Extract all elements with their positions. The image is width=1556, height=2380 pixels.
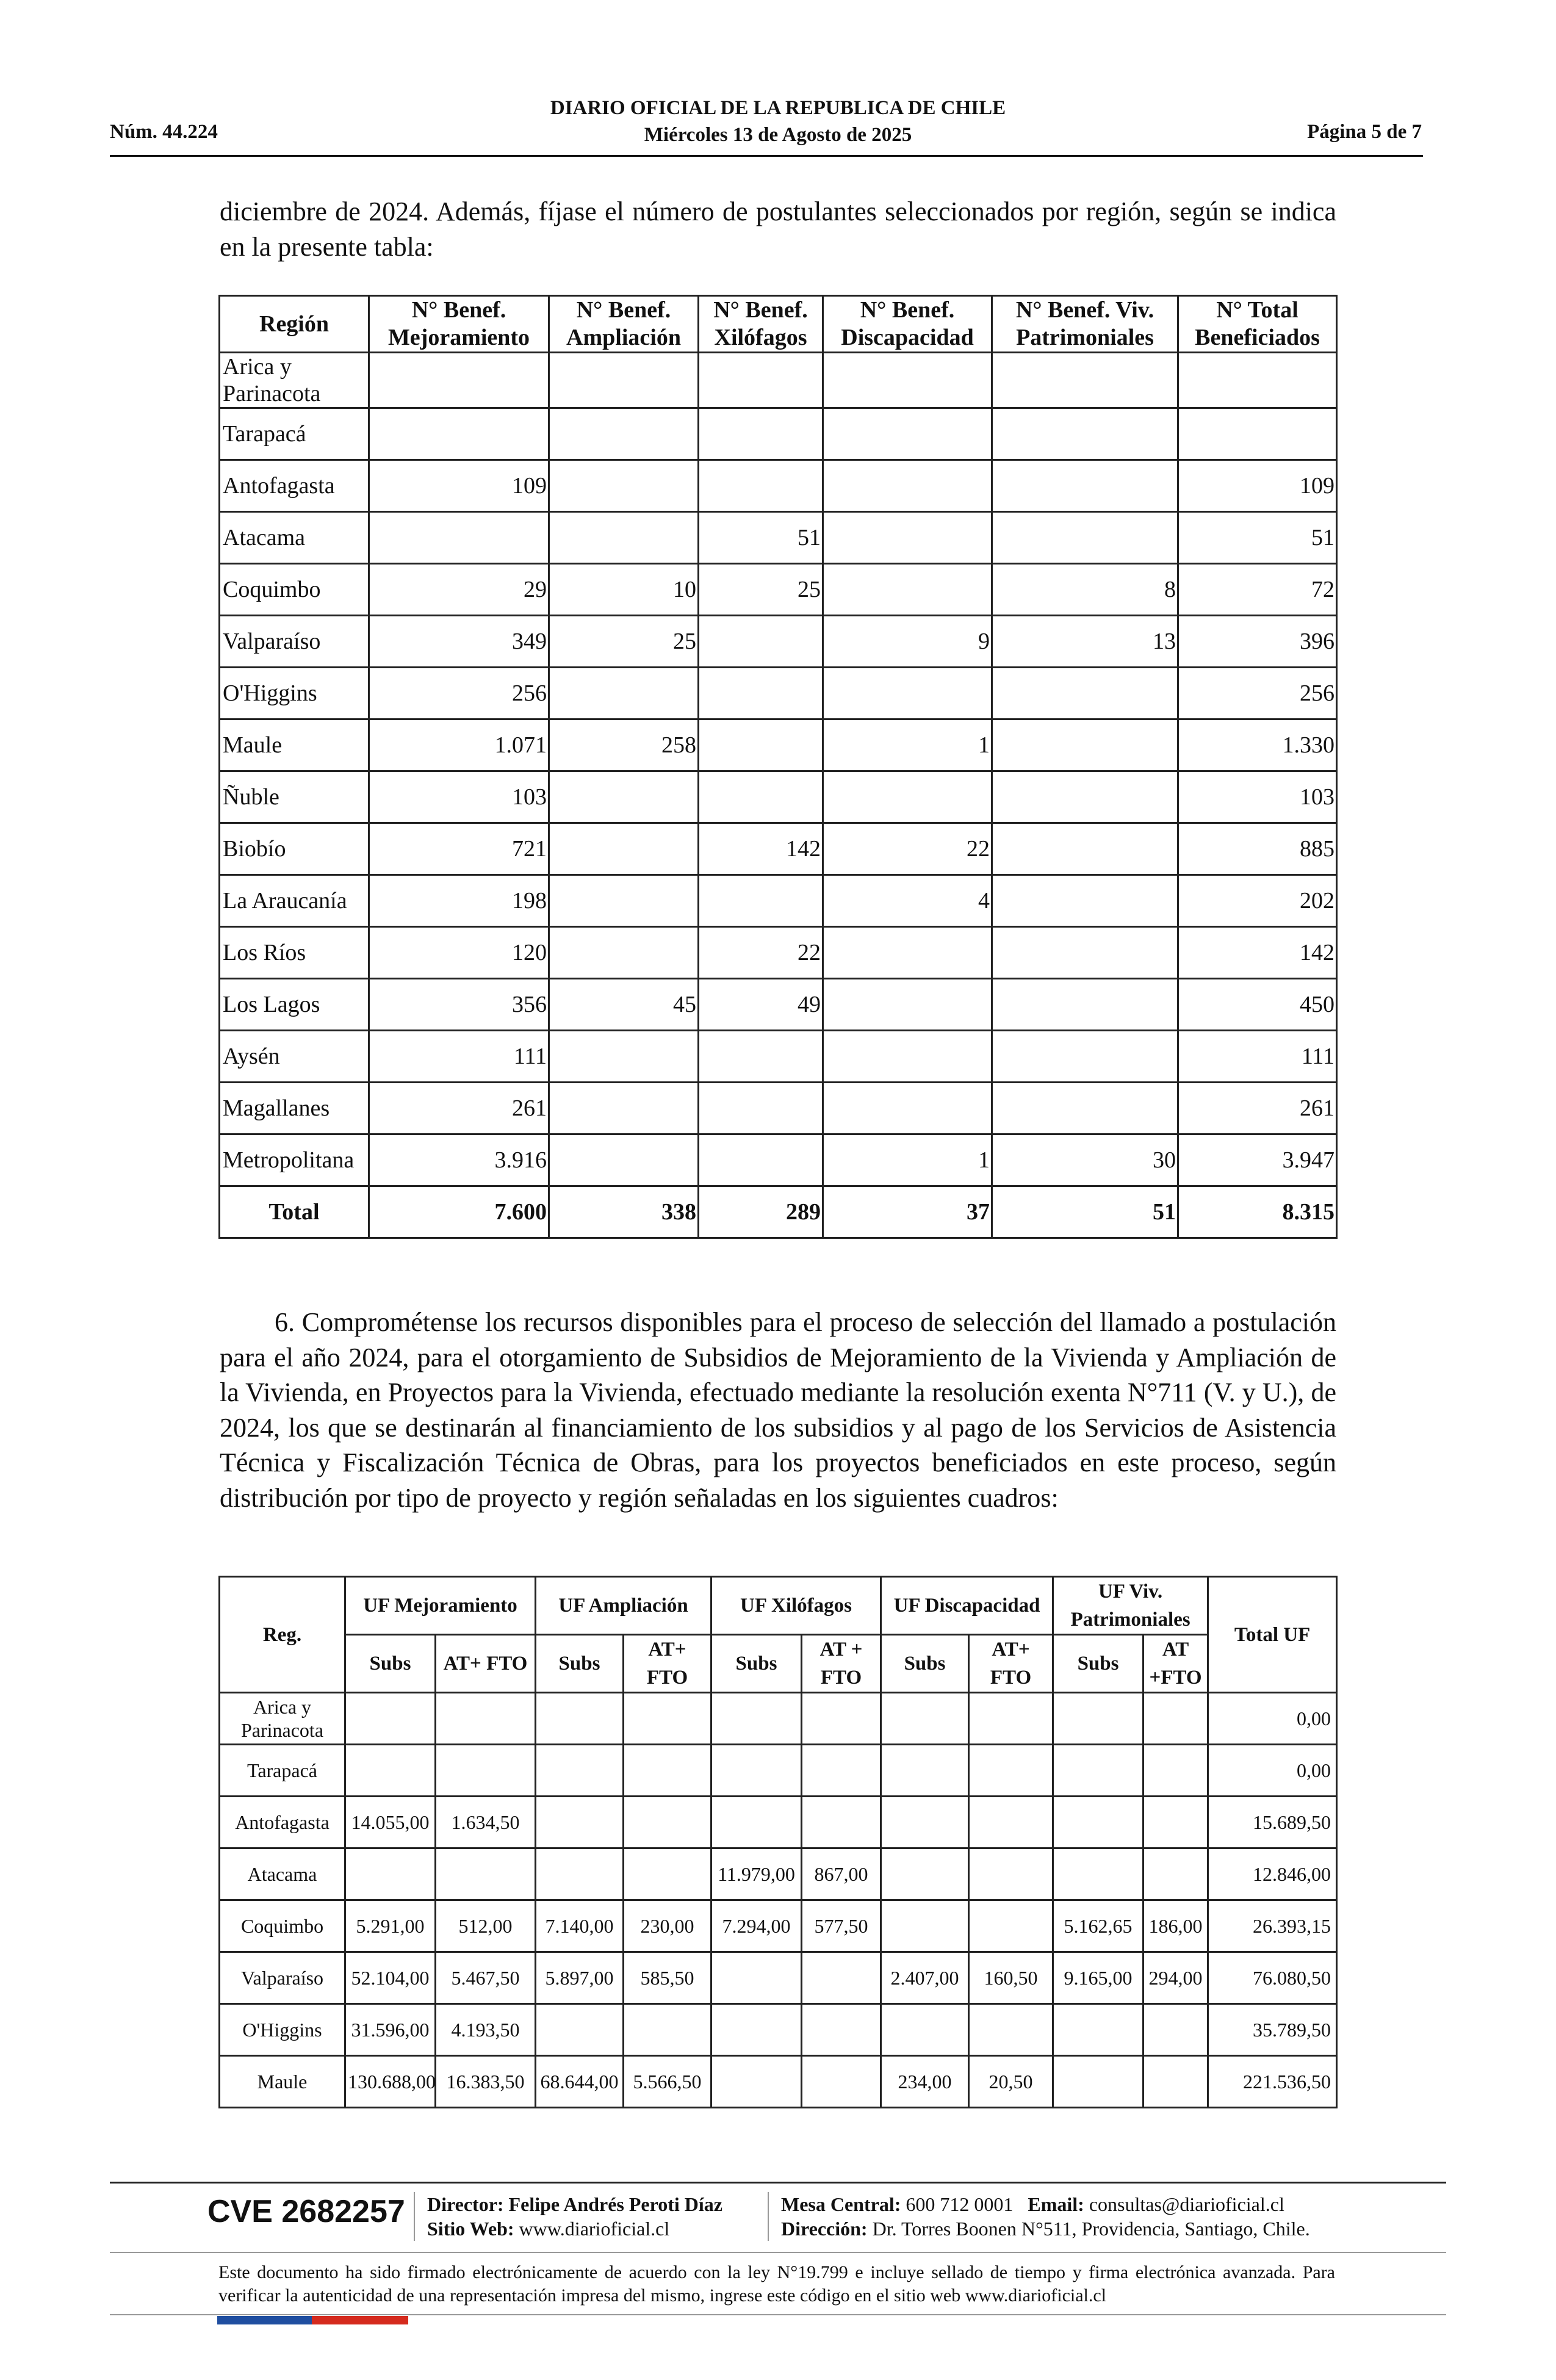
region-cell: Coquimbo (220, 564, 369, 616)
value-cell: 14.055,00 (345, 1797, 436, 1848)
table-row (220, 1952, 1337, 2004)
value-cell: 867,00 (802, 1848, 881, 1900)
value-cell (536, 2004, 624, 2056)
footer-divider (110, 2182, 1446, 2183)
value-cell (549, 512, 699, 564)
value-cell (369, 408, 549, 460)
value-cell: 68.644,00 (536, 2056, 624, 2108)
col-header-at-fto: AT+ FTO (624, 1635, 711, 1693)
value-cell (1144, 1848, 1208, 1900)
value-cell (992, 979, 1178, 1031)
region-cell: Arica y Parinacota (220, 1693, 345, 1745)
table-row (220, 353, 1337, 408)
value-cell (992, 512, 1178, 564)
value-cell (823, 1083, 992, 1134)
value-cell (711, 2004, 802, 2056)
region-cell: Magallanes (220, 1083, 369, 1134)
value-cell: 1.634,50 (436, 1797, 536, 1848)
col-header-total-uf: Total UF (1208, 1577, 1337, 1693)
value-cell: 585,50 (624, 1952, 711, 2004)
table-row (220, 668, 1337, 719)
value-cell (802, 2004, 881, 2056)
value-cell (549, 408, 699, 460)
value-cell: 130.688,00 (345, 2056, 436, 2108)
footer-director-block (427, 2192, 722, 2241)
value-cell: 142 (1178, 927, 1337, 979)
value-cell: 37 (823, 1186, 992, 1238)
value-cell: 8.315 (1178, 1186, 1337, 1238)
value-cell: 721 (369, 823, 549, 875)
value-cell: 51 (699, 512, 823, 564)
value-cell: 103 (1178, 771, 1337, 823)
value-cell (881, 1745, 969, 1797)
value-cell (549, 1083, 699, 1134)
value-cell: 198 (369, 875, 549, 927)
mesa-label: Mesa Central: (781, 2193, 901, 2215)
footer-divider (110, 2252, 1446, 2253)
value-cell: 5.291,00 (345, 1900, 436, 1952)
total-cell: 26.393,15 (1208, 1900, 1337, 1952)
col-header-at-fto: AT +FTO (1144, 1635, 1208, 1693)
value-cell: 5.467,50 (436, 1952, 536, 2004)
table-row (220, 2056, 1337, 2108)
website-label: Sitio Web: (427, 2218, 514, 2240)
intro-paragraph: diciembre de 2024. Además, fíjase el número de postulantes seleccionados por región, según se indica en la presente tabla: (220, 197, 1336, 262)
value-cell (823, 1031, 992, 1083)
region-cell: Atacama (220, 1848, 345, 1900)
region-cell: Tarapacá (220, 408, 369, 460)
table-row (220, 1848, 1337, 1900)
value-cell (345, 1848, 436, 1900)
value-cell (699, 875, 823, 927)
value-cell: 160,50 (969, 1952, 1053, 2004)
value-cell: 9.165,00 (1053, 1952, 1144, 2004)
value-cell (624, 1848, 711, 1900)
value-cell (969, 1693, 1053, 1745)
value-cell: 109 (369, 460, 549, 512)
value-cell: 349 (369, 616, 549, 668)
value-cell: 51 (992, 1186, 1178, 1238)
value-cell: 3.947 (1178, 1134, 1337, 1186)
value-cell (549, 927, 699, 979)
value-cell (823, 408, 992, 460)
value-cell: 396 (1178, 616, 1337, 668)
value-cell: 1.330 (1178, 719, 1337, 771)
table-row (220, 771, 1337, 823)
value-cell (1053, 1693, 1144, 1745)
value-cell: 3.916 (369, 1134, 549, 1186)
table-row (220, 1134, 1337, 1186)
region-cell: Valparaíso (220, 1952, 345, 2004)
value-cell (699, 668, 823, 719)
value-cell: 8 (992, 564, 1178, 616)
value-cell: 16.383,50 (436, 2056, 536, 2108)
total-cell: 76.080,50 (1208, 1952, 1337, 2004)
value-cell (699, 719, 823, 771)
region-cell: Total (220, 1186, 369, 1238)
value-cell (436, 1745, 536, 1797)
value-cell (549, 875, 699, 927)
value-cell (345, 1693, 436, 1745)
value-cell: 256 (1178, 668, 1337, 719)
value-cell (369, 512, 549, 564)
page-number: Página 5 de 7 (1307, 121, 1422, 143)
value-cell (1144, 2004, 1208, 2056)
value-cell: 5.566,50 (624, 2056, 711, 2108)
value-cell: 7.140,00 (536, 1900, 624, 1952)
value-cell (802, 2056, 881, 2108)
value-cell (992, 823, 1178, 875)
col-header-subs: Subs (711, 1635, 802, 1693)
value-cell: 256 (369, 668, 549, 719)
table-row (220, 875, 1337, 927)
region-cell: Maule (220, 719, 369, 771)
value-cell (345, 1745, 436, 1797)
value-cell (802, 1952, 881, 2004)
table-subheader-row (220, 1635, 1337, 1693)
value-cell (1144, 1745, 1208, 1797)
col-header-uf-ampliacion: UF Ampliación (536, 1577, 711, 1635)
value-cell (992, 460, 1178, 512)
region-cell: Antofagasta (220, 460, 369, 512)
col-header-at-fto: AT + FTO (802, 1635, 881, 1693)
value-cell: 11.979,00 (711, 1848, 802, 1900)
value-cell (992, 1031, 1178, 1083)
signature-notice: Este documento ha sido firmado electrónicamente de acuerdo con la ley N°19.799 e incluye sellado de tiempo y firma electrónica avanzada. Para verificar la autenticidad de una representación impresa del mismo, ingrese este código en el sitio web www.diarioficial.cl (218, 2262, 1335, 2306)
value-cell (699, 408, 823, 460)
value-cell (1053, 2056, 1144, 2108)
value-cell (969, 1900, 1053, 1952)
value-cell: 45 (549, 979, 699, 1031)
value-cell: 49 (699, 979, 823, 1031)
table-row (220, 1900, 1337, 1952)
region-cell: Maule (220, 2056, 345, 2108)
value-cell (549, 1134, 699, 1186)
value-cell: 5.162,65 (1053, 1900, 1144, 1952)
table-row (220, 460, 1337, 512)
value-cell: 142 (699, 823, 823, 875)
value-cell: 111 (1178, 1031, 1337, 1083)
value-cell (1144, 1693, 1208, 1745)
table-row (220, 564, 1337, 616)
director-name: Felipe Andrés Peroti Díaz (508, 2193, 722, 2215)
value-cell: 4 (823, 875, 992, 927)
value-cell: 25 (699, 564, 823, 616)
value-cell (1178, 408, 1337, 460)
value-cell (711, 1693, 802, 1745)
value-cell: 1 (823, 1134, 992, 1186)
value-cell (992, 719, 1178, 771)
region-cell: Aysén (220, 1031, 369, 1083)
value-cell (823, 771, 992, 823)
footer-separator (768, 2192, 769, 2241)
value-cell: 5.897,00 (536, 1952, 624, 2004)
value-cell (699, 771, 823, 823)
value-cell (1053, 1797, 1144, 1848)
address-label: Dirección: (781, 2218, 868, 2240)
value-cell (992, 875, 1178, 927)
region-cell: Tarapacá (220, 1745, 345, 1797)
value-cell (549, 771, 699, 823)
section-6-paragraph: 6. Comprométense los recursos disponibles para el proceso de selección del llamado a postulación para el año 2024, para el otorgamiento de Subsidios de Mejoramiento de la Vivienda y Ampliación de la Vivienda, en Proyectos para la Vivienda, efectuado mediante la resolución exenta N°711 (V. y U.), de 2024, los que se destinarán al financiamiento de los subsidios y al pago de los Servicios de Asistencia Técnica y Fiscalización Técnica de Obras, para los proyectos beneficiados en este proceso, según distribución por tipo de proyecto y región señaladas en los siguientes cuadros: (220, 1307, 1336, 1513)
value-cell: 52.104,00 (345, 1952, 436, 2004)
value-cell (823, 353, 992, 408)
value-cell (992, 408, 1178, 460)
cve-code: CVE 2682257 (207, 2194, 405, 2229)
table-row (220, 823, 1337, 875)
col-header-mejoramiento: N° Benef. Mejoramiento (369, 296, 549, 353)
total-row (220, 1186, 1337, 1238)
table-row (220, 979, 1337, 1031)
value-cell (624, 1693, 711, 1745)
value-cell: 2.407,00 (881, 1952, 969, 2004)
value-cell (823, 564, 992, 616)
value-cell (1053, 1848, 1144, 1900)
flag-stripe-red (312, 2316, 408, 2324)
beneficiaries-table (218, 295, 1338, 1239)
email-label: Email: (1028, 2193, 1084, 2215)
region-cell: O'Higgins (220, 2004, 345, 2056)
table-row (220, 616, 1337, 668)
value-cell: 29 (369, 564, 549, 616)
flag-stripe-blue (217, 2316, 312, 2324)
value-cell (549, 668, 699, 719)
value-cell (969, 1797, 1053, 1848)
value-cell: 186,00 (1144, 1900, 1208, 1952)
value-cell (624, 1797, 711, 1848)
total-cell: 15.689,50 (1208, 1797, 1337, 1848)
value-cell (699, 1031, 823, 1083)
value-cell (1144, 1797, 1208, 1848)
value-cell (1053, 2004, 1144, 2056)
value-cell (699, 1134, 823, 1186)
col-header-at-fto: AT+ FTO (436, 1635, 536, 1693)
mesa-phone: 600 712 0001 (906, 2193, 1014, 2215)
value-cell (699, 616, 823, 668)
value-cell: 25 (549, 616, 699, 668)
value-cell (699, 460, 823, 512)
value-cell (536, 1797, 624, 1848)
region-cell: Atacama (220, 512, 369, 564)
value-cell (369, 353, 549, 408)
value-cell (992, 927, 1178, 979)
value-cell (1053, 1745, 1144, 1797)
region-cell: O'Higgins (220, 668, 369, 719)
table-row (220, 1693, 1337, 1745)
footer-divider (110, 2314, 1446, 2315)
value-cell (536, 1693, 624, 1745)
table-row (220, 719, 1337, 771)
value-cell: 1 (823, 719, 992, 771)
table-header-row (220, 1577, 1337, 1635)
value-cell (549, 353, 699, 408)
value-cell (536, 1745, 624, 1797)
value-cell (436, 1848, 536, 1900)
value-cell: 450 (1178, 979, 1337, 1031)
table-row (220, 1083, 1337, 1134)
value-cell (711, 1952, 802, 2004)
value-cell (823, 979, 992, 1031)
value-cell (549, 460, 699, 512)
value-cell (823, 927, 992, 979)
director-label: Director: (427, 2193, 504, 2215)
value-cell: 72 (1178, 564, 1337, 616)
value-cell: 51 (1178, 512, 1337, 564)
value-cell (881, 1693, 969, 1745)
value-cell (802, 1745, 881, 1797)
col-header-region: Región (220, 296, 369, 353)
value-cell (699, 1083, 823, 1134)
value-cell: 7.294,00 (711, 1900, 802, 1952)
region-cell: Biobío (220, 823, 369, 875)
value-cell: 103 (369, 771, 549, 823)
total-cell: 0,00 (1208, 1745, 1337, 1797)
value-cell (624, 1745, 711, 1797)
value-cell: 30 (992, 1134, 1178, 1186)
value-cell (823, 668, 992, 719)
table-row (220, 2004, 1337, 2056)
value-cell: 512,00 (436, 1900, 536, 1952)
value-cell: 7.600 (369, 1186, 549, 1238)
col-header-uf-discapacidad: UF Discapacidad (881, 1577, 1053, 1635)
table-row (220, 927, 1337, 979)
value-cell (624, 2004, 711, 2056)
value-cell: 577,50 (802, 1900, 881, 1952)
col-header-reg: Reg. (220, 1577, 345, 1693)
value-cell (969, 1745, 1053, 1797)
publication-date: Miércoles 13 de Agosto de 2025 (644, 124, 912, 146)
col-header-ampliacion: N° Benef. Ampliación (549, 296, 699, 353)
total-cell: 35.789,50 (1208, 2004, 1337, 2056)
value-cell (711, 1797, 802, 1848)
value-cell (711, 2056, 802, 2108)
footer-separator (414, 2192, 415, 2241)
region-cell: Ñuble (220, 771, 369, 823)
value-cell: 885 (1178, 823, 1337, 875)
header-divider (110, 155, 1423, 157)
value-cell (536, 1848, 624, 1900)
value-cell: 22 (823, 823, 992, 875)
value-cell (881, 1797, 969, 1848)
value-cell: 261 (369, 1083, 549, 1134)
value-cell (699, 353, 823, 408)
value-cell: 109 (1178, 460, 1337, 512)
resources-table (218, 1576, 1338, 2108)
table-header-row (220, 296, 1337, 353)
region-cell: Arica y Parinacota (220, 353, 369, 408)
value-cell (881, 2004, 969, 2056)
col-header-uf-patrimoniales: UF Viv. Patrimoniales (1053, 1577, 1208, 1635)
value-cell: 13 (992, 616, 1178, 668)
value-cell: 111 (369, 1031, 549, 1083)
value-cell (969, 1848, 1053, 1900)
value-cell (969, 2004, 1053, 2056)
value-cell: 234,00 (881, 2056, 969, 2108)
col-header-patrimoniales: N° Benef. Viv. Patrimoniales (992, 296, 1178, 353)
total-cell: 221.536,50 (1208, 2056, 1337, 2108)
col-header-total: N° Total Beneficiados (1178, 296, 1337, 353)
value-cell (711, 1745, 802, 1797)
value-cell (549, 823, 699, 875)
col-header-uf-mejoramiento: UF Mejoramiento (345, 1577, 536, 1635)
value-cell (881, 1848, 969, 1900)
total-cell: 0,00 (1208, 1693, 1337, 1745)
address: Dr. Torres Boonen N°511, Providencia, Santiago, Chile. (872, 2218, 1310, 2240)
value-cell (992, 1083, 1178, 1134)
table-row (220, 1031, 1337, 1083)
value-cell: 258 (549, 719, 699, 771)
value-cell: 289 (699, 1186, 823, 1238)
region-cell: Los Lagos (220, 979, 369, 1031)
value-cell (1178, 353, 1337, 408)
table-row (220, 1797, 1337, 1848)
region-cell: Valparaíso (220, 616, 369, 668)
col-header-subs: Subs (345, 1635, 436, 1693)
value-cell: 31.596,00 (345, 2004, 436, 2056)
value-cell: 20,50 (969, 2056, 1053, 2108)
website-link[interactable]: www.diarioficial.cl (519, 2218, 670, 2240)
region-cell: La Araucanía (220, 875, 369, 927)
value-cell: 294,00 (1144, 1952, 1208, 2004)
table-row (220, 512, 1337, 564)
value-cell (802, 1693, 881, 1745)
publication-title: DIARIO OFICIAL DE LA REPUBLICA DE CHILE (550, 97, 1006, 119)
value-cell (992, 353, 1178, 408)
value-cell: 4.193,50 (436, 2004, 536, 2056)
col-header-subs: Subs (536, 1635, 624, 1693)
value-cell: 120 (369, 927, 549, 979)
col-header-xilofagos: N° Benef. Xilófagos (699, 296, 823, 353)
value-cell (1144, 2056, 1208, 2108)
region-cell: Los Ríos (220, 927, 369, 979)
value-cell (992, 771, 1178, 823)
value-cell (823, 460, 992, 512)
value-cell (823, 512, 992, 564)
email-link[interactable]: consultas@diarioficial.cl (1089, 2193, 1284, 2215)
value-cell (549, 1031, 699, 1083)
value-cell: 1.071 (369, 719, 549, 771)
region-cell: Coquimbo (220, 1900, 345, 1952)
table-row (220, 408, 1337, 460)
value-cell (436, 1693, 536, 1745)
region-cell: Metropolitana (220, 1134, 369, 1186)
value-cell: 10 (549, 564, 699, 616)
issue-number: Núm. 44.224 (110, 121, 218, 143)
footer-contact-block (781, 2192, 1310, 2241)
total-cell: 12.846,00 (1208, 1848, 1337, 1900)
table-row (220, 1745, 1337, 1797)
value-cell: 202 (1178, 875, 1337, 927)
col-header-subs: Subs (1053, 1635, 1144, 1693)
value-cell: 22 (699, 927, 823, 979)
region-cell: Antofagasta (220, 1797, 345, 1848)
value-cell: 9 (823, 616, 992, 668)
col-header-discapacidad: N° Benef. Discapacidad (823, 296, 992, 353)
value-cell (992, 668, 1178, 719)
value-cell (881, 1900, 969, 1952)
value-cell: 356 (369, 979, 549, 1031)
value-cell: 261 (1178, 1083, 1337, 1134)
value-cell: 230,00 (624, 1900, 711, 1952)
value-cell (802, 1797, 881, 1848)
col-header-uf-xilofagos: UF Xilófagos (711, 1577, 881, 1635)
col-header-at-fto: AT+ FTO (969, 1635, 1053, 1693)
col-header-subs: Subs (881, 1635, 969, 1693)
value-cell: 338 (549, 1186, 699, 1238)
